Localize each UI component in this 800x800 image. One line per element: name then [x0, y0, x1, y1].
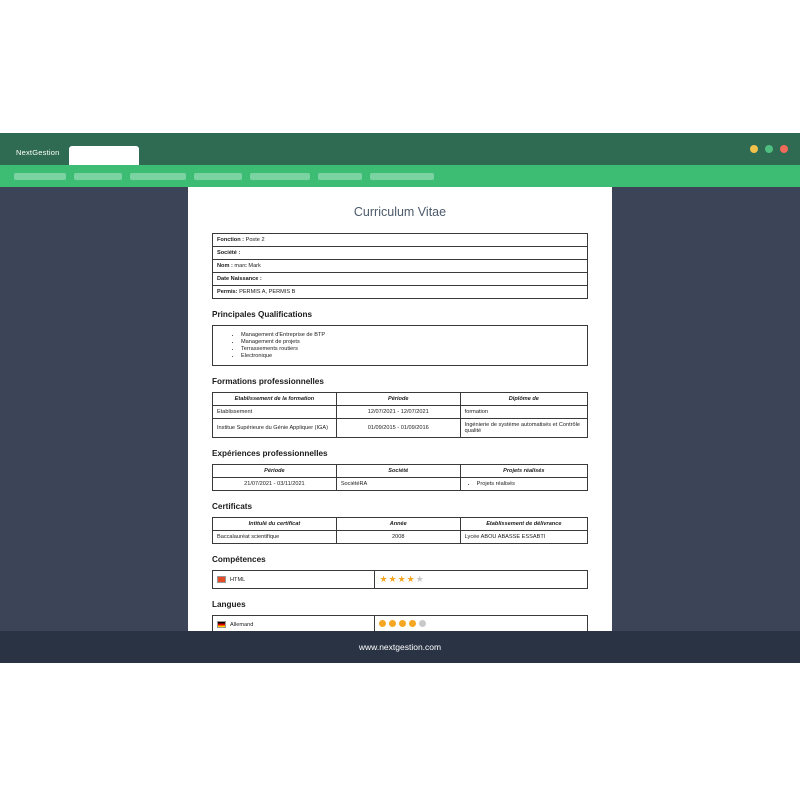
table-row [213, 478, 588, 491]
qualifications-box [212, 325, 588, 366]
cell: formation [460, 406, 587, 419]
footer-url[interactable]: www.nextgestion.com [358, 642, 442, 652]
column-header: Année [336, 518, 460, 531]
identity-label: Fonction : [217, 237, 245, 243]
window-controls [750, 145, 788, 153]
cell [375, 571, 588, 589]
column-header: Période [336, 393, 460, 406]
column-header: Diplôme de [460, 393, 587, 406]
close-button[interactable] [780, 145, 788, 153]
cell: SociétéRA [336, 478, 460, 491]
section-heading-qualifications: Principales Qualifications [212, 310, 313, 319]
table-header-row [213, 518, 588, 531]
toolbar-item-5[interactable] [250, 173, 310, 180]
cell: 21/07/2021 - 03/11/2021 [213, 478, 337, 491]
cv-page [188, 187, 612, 647]
app-toolbar [0, 165, 800, 187]
table-row [213, 419, 588, 438]
app-brand-label: NextGestion [16, 148, 60, 157]
cell: Lycée ABOU ABASSE ESSABTI [460, 531, 587, 544]
toolbar-item-2[interactable] [74, 173, 122, 180]
rating-stars: ★★★★★ [379, 574, 425, 584]
page-title: Curriculum Vitae [353, 205, 447, 219]
table-row [213, 234, 588, 247]
flag-germany-icon [217, 621, 226, 628]
list-item: • Projets réalisés [477, 481, 583, 487]
window-titlebar [0, 133, 800, 165]
identity-value: PERMIS A, PERMIS B [239, 289, 296, 295]
table-row [213, 260, 588, 273]
cell: 01/09/2015 - 01/09/2016 [336, 419, 460, 438]
identity-label: Permis: [217, 289, 238, 295]
column-header: Intitulé du certificat [213, 518, 337, 531]
cv-body [188, 233, 612, 634]
identity-label: Date Naissance : [217, 276, 262, 282]
list-item: • Management d'Entreprise de BTP [241, 332, 583, 338]
table-row [213, 531, 588, 544]
cell: 12/07/2021 - 12/07/2021 [336, 406, 460, 419]
footer-bar [0, 631, 800, 663]
qualifications-list [217, 332, 583, 359]
identity-table [212, 233, 588, 299]
cell: Ingénierie de système automatisés et Contrôle qualité [460, 419, 587, 438]
column-header: Projets réalisés [460, 465, 587, 478]
column-header: Etablissement de la formation [213, 393, 337, 406]
minimize-button[interactable] [750, 145, 758, 153]
identity-label: Société : [217, 250, 241, 256]
cell: Baccalauréat scientifique [213, 531, 337, 544]
toolbar-item-1[interactable] [14, 173, 66, 180]
table-row [213, 247, 588, 260]
formations-table [212, 392, 588, 438]
column-header: Société [336, 465, 460, 478]
cell: Etablissement [213, 406, 337, 419]
skill-label: HTML [230, 576, 246, 583]
html-icon [217, 576, 226, 583]
projects-list [465, 481, 583, 487]
cell [460, 478, 587, 491]
rating-dots [379, 620, 426, 627]
application-window [0, 133, 800, 663]
cell: Institue Supérieure du Génie Appliquer (IGA) [213, 419, 337, 438]
document-viewport [0, 187, 800, 663]
list-item: • Electronique [241, 353, 583, 359]
browser-tab-active[interactable] [69, 146, 139, 165]
section-heading-certificats: Certificats [212, 502, 253, 511]
table-row [213, 406, 588, 419]
toolbar-item-3[interactable] [130, 173, 186, 180]
language-label: Allemand [230, 621, 254, 628]
section-heading-competences: Compétences [212, 555, 266, 564]
table-row [213, 286, 588, 299]
section-heading-experiences: Expériences professionnelles [212, 449, 328, 458]
table-row [213, 571, 588, 589]
table-header-row [213, 465, 588, 478]
identity-label: Nom : [217, 263, 233, 269]
cell: 2008 [336, 531, 460, 544]
column-header: Etablissement de délivrance [460, 518, 587, 531]
list-item: • Management de projets [241, 339, 583, 345]
experiences-table [212, 464, 588, 491]
table-row [213, 273, 588, 286]
identity-value: marc Mark [234, 263, 261, 269]
identity-value: Poste 2 [245, 237, 265, 243]
toolbar-item-4[interactable] [194, 173, 242, 180]
column-header: Période [213, 465, 337, 478]
table-header-row [213, 393, 588, 406]
competences-table [212, 570, 588, 589]
toolbar-item-6[interactable] [318, 173, 362, 180]
certificats-table [212, 517, 588, 544]
section-heading-langues: Langues [212, 600, 246, 609]
maximize-button[interactable] [765, 145, 773, 153]
list-item: • Terrassements routiers [241, 346, 583, 352]
toolbar-item-7[interactable] [370, 173, 434, 180]
section-heading-formations: Formations professionnelles [212, 377, 324, 386]
cell [213, 571, 375, 589]
